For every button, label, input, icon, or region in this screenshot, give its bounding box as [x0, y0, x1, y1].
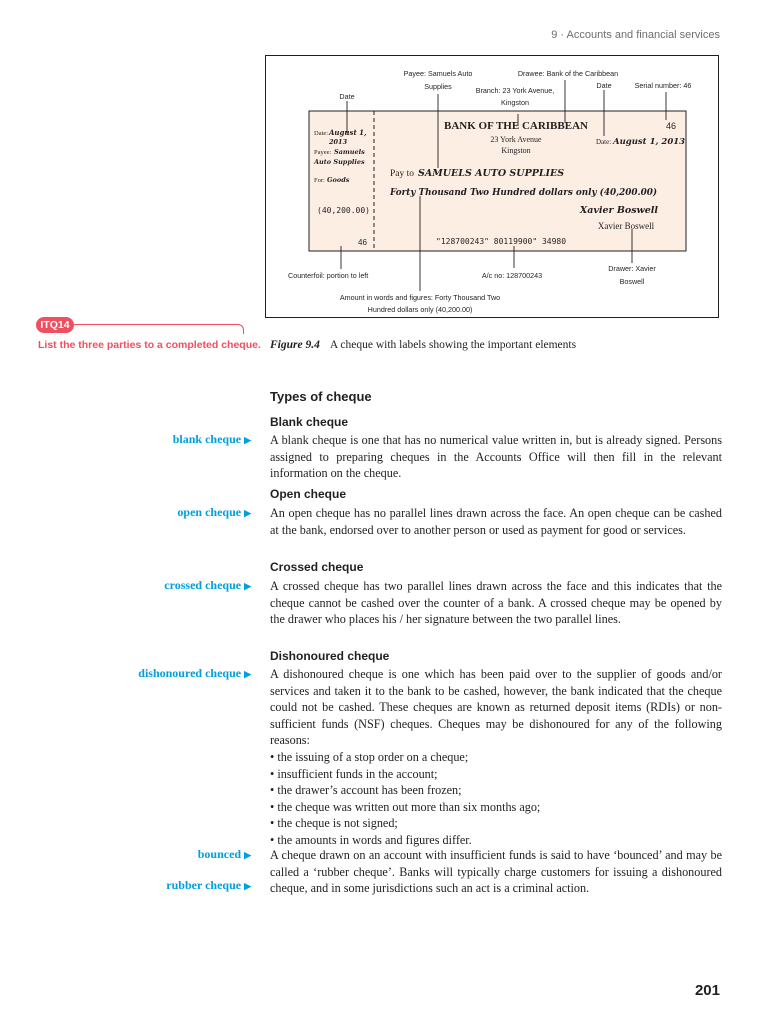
counterfoil-for-label: For:: [314, 177, 325, 184]
list-item: • the cheque was written out more than six months ago;: [270, 799, 722, 816]
payee-callout-line2: Supplies: [424, 82, 452, 91]
blank-cheque-text: A blank cheque is one that has no numerical value written in, but is already signed. Persons assigned to preparing cheques in the Accounts Office will then fill in the relevant information on the cheque.: [270, 433, 722, 481]
cheque-diagram: [266, 56, 718, 317]
date-right-callout: Date: [596, 81, 612, 90]
list-item: • the drawer’s account has been frozen;: [270, 782, 722, 799]
triangle-arrow-icon: ▶: [244, 881, 251, 891]
margin-term-dishonoured-cheque: [138, 666, 251, 681]
serial-callout: Serial number: 46: [634, 81, 692, 90]
pay-to-label: Pay to: [390, 169, 415, 179]
crossed-cheque-text: A crossed cheque has two parallel lines drawn across the face and this indicates that the cheque cannot be cashed over the counter of a bank. A crossed cheque may be opened by the drawer who places his / her signature between the two parallel lines.: [270, 579, 722, 627]
open-cheque-paragraph: [270, 505, 722, 538]
branch-callout-line2: Kingston: [501, 98, 529, 107]
triangle-arrow-icon: ▶: [244, 508, 251, 518]
list-item: • the amounts in words and figures differ.: [270, 832, 722, 849]
bounced-paragraph: [270, 847, 722, 897]
blank-cheque-paragraph: [270, 432, 722, 482]
cheque-serial: 46: [665, 121, 677, 131]
itq-question: List the three parties to a completed cheque.: [38, 339, 261, 351]
signatory-name: Xavier Boswell: [597, 221, 655, 231]
counterfoil-serial: 46: [358, 238, 367, 247]
triangle-arrow-icon: ▶: [244, 581, 251, 591]
running-header: 9 · Accounts and financial services: [551, 29, 720, 41]
bank-address-1: 23 York Avenue: [490, 135, 542, 144]
bounced-text: A cheque drawn on an account with insufficient funds is said to have ‘bounced’ and may be called a ‘rubber cheque’. Banks will typically charge customers for issuing a dishonoured cheque, and in some jurisdictions such an act is a criminal action.: [270, 848, 722, 896]
counterfoil-date-label: Date:: [314, 130, 329, 137]
counterfoil-payee-value-1: Samuels: [334, 148, 365, 156]
itq-badge: ITQ14: [36, 317, 74, 333]
margin-term-crossed-cheque: [164, 578, 251, 593]
dishonoured-cheque-text: A dishonoured cheque is one which has been paid over to the supplier of goods and/or services and taken it to the bank to be cashed, however, the bank indicated that the cheque could not be cashed. These cheques are known as returned deposit items (RDIs) or non-sufficient funds (NSF) cheques. Cheques may be dishonoured for any of the following reasons:: [270, 667, 722, 748]
list-item: • the issuing of a stop order on a cheque;: [270, 749, 722, 766]
margin-term-bounced: [198, 847, 251, 862]
branch-callout-line1: Branch: 23 York Avenue,: [475, 86, 555, 95]
open-cheque-text: An open cheque has no parallel lines drawn across the face. An open cheque can be cashed at the bank, endorsed over to another person or used as payment for good or services.: [270, 506, 722, 537]
margin-term-text: blank cheque: [172, 432, 242, 446]
pay-to-value: SAMUELS AUTO SUPPLIES: [418, 168, 565, 179]
list-item: • the cheque is not signed;: [270, 815, 722, 832]
date-left-callout: Date: [339, 92, 355, 101]
list-item: • insufficient funds in the account;: [270, 766, 722, 783]
section-heading: Types of cheque: [270, 389, 372, 404]
drawer-signature: Xavier Boswell: [579, 205, 658, 216]
amount-callout-line2: Hundred dollars only (40,200.00): [367, 305, 473, 314]
page-number: 201: [694, 982, 720, 999]
drawer-callout-line2: Boswell: [619, 277, 645, 286]
counterfoil-for-value: Goods: [327, 176, 350, 184]
counterfoil-payee-value-2: Auto Supplies: [314, 158, 365, 166]
margin-term-text: open cheque: [177, 505, 242, 519]
triangle-arrow-icon: ▶: [244, 669, 251, 679]
counterfoil-callout: Counterfoil: portion to left: [288, 271, 369, 280]
amount-in-words: Forty Thousand Two Hundred dollars only (40,200.00): [389, 187, 657, 198]
bank-address-2: Kingston: [501, 146, 531, 155]
drawee-callout: Drawee: Bank of the Caribbean: [517, 69, 619, 78]
margin-term-text: rubber cheque: [166, 878, 242, 892]
account-callout: A/c no: 128700243: [481, 271, 543, 280]
crossed-cheque-heading: Crossed cheque: [270, 560, 364, 574]
cheque-date-value: August 1, 2013: [613, 137, 686, 147]
open-cheque-heading: Open cheque: [270, 487, 347, 501]
figure-caption-text: A cheque with labels showing the important elements: [329, 339, 577, 351]
micr-line: "128700243" 80119900" 34980: [436, 237, 567, 246]
dishonoured-cheque-paragraph: [270, 666, 722, 849]
dishonoured-cheque-heading: Dishonoured cheque: [270, 649, 390, 663]
margin-term-text: bounced: [197, 847, 242, 861]
figure-caption-number: Figure 9.4: [270, 339, 320, 351]
triangle-arrow-icon: ▶: [244, 850, 251, 860]
counterfoil-payee-label: Payee:: [314, 149, 332, 156]
itq-rule: [74, 324, 244, 334]
dishonour-reasons-list: [270, 749, 722, 849]
bank-name: BANK OF THE CARIBBEAN: [444, 120, 588, 132]
amount-callout-line1: Amount in words and figures: Forty Thousand Two: [339, 293, 501, 302]
payee-callout-line1: Payee: Samuels Auto: [403, 69, 473, 78]
blank-cheque-heading: Blank cheque: [270, 415, 349, 429]
counterfoil-amount: (40,200.00): [317, 206, 370, 215]
margin-term-open-cheque: [177, 505, 251, 520]
margin-term-text: dishonoured cheque: [138, 666, 242, 680]
margin-term-blank-cheque: [173, 432, 251, 447]
counterfoil-date-value-2: 2013: [329, 138, 348, 146]
cheque-figure: [265, 55, 719, 318]
drawer-callout-line1: Drawer: Xavier: [608, 264, 656, 273]
figure-caption: [270, 339, 576, 351]
crossed-cheque-paragraph: [270, 578, 722, 628]
margin-term-text: crossed cheque: [164, 578, 242, 592]
margin-term-rubber-cheque: [166, 878, 251, 893]
triangle-arrow-icon: ▶: [244, 435, 251, 445]
counterfoil-date-value-1: August 1,: [329, 128, 367, 137]
cheque-date-label: Date:: [596, 138, 612, 146]
